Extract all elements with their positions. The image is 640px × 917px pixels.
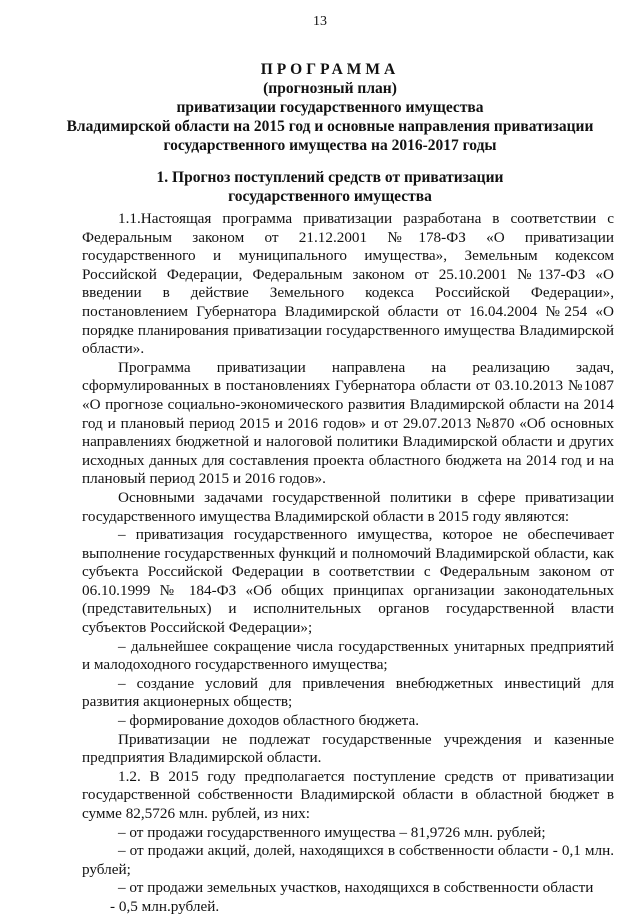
paragraph-1-2: 1.2. В 2015 году предполагается поступление средств от приватизации государственной собственности Владимирской области в областной бюджет в сумме 82,5726 млн. рублей, из них: (82, 767, 614, 822)
list-item: – от продажи государственного имущества – 81,9726 млн. рублей; (118, 823, 546, 841)
title-line-5: государственного имущества на 2016-2017 годы (163, 137, 497, 154)
list-item: – приватизация государственного имущества, которое не обеспечивает выполнение государственных функций и полномочий Владимирской области, как субъекта Российской Федерации в соответствии с Федеральным законом от 06.10.1999 № 184-ФЗ «Об общих принципах организации законодательных (представительных) и исполнительных органов государственной власти субъектов Российской Федерации»; (82, 526, 614, 637)
paragraph-main-tasks: Основными задачами государственной политики в сфере приватизации государственного имущества Владимирской области в 2015 году являются: (82, 488, 614, 525)
section-heading-line-2: государственного имущества (228, 188, 432, 205)
document-title (60, 60, 600, 155)
document-body (82, 210, 614, 917)
list-item: – формирование доходов областного бюджета. (118, 712, 420, 730)
paragraph-exclusions: Приватизации не подлежат государственные учреждения и казенные предприятия Владимирской области. (82, 730, 614, 767)
title-line-1: ПРОГРАММА (260, 61, 400, 78)
list-item: – создание условий для привлечения внебюджетных инвестиций для развития акционерных обществ; (82, 674, 614, 711)
title-line-2: (прогнозный план) (263, 80, 397, 97)
paragraph-program-goals: Программа приватизации направлена на реализацию задач, сформулированных в постановлениях Губернатора области от 03.10.2013 №1087 «О прогнозе социально-экономического развития Владимирской области на 2014 год и плановый период 2015 и 2016 годов» и от 29.07.2013 №870 «Об основных направлениях бюджетной и налоговой политики Владимирской области и других исходных данных для составления проекта областного бюджета на 2014 год и на плановый период 2015 и 2016 годов». (82, 358, 614, 488)
title-line-4: Владимирской области на 2015 год и основные направления приватизации (66, 118, 594, 135)
title-line-3: приватизации государственного имущества (176, 99, 484, 116)
section-heading (60, 168, 600, 206)
page-number: 13 (313, 14, 327, 29)
list-item: – от продажи земельных участков, находящихся в собственности области (118, 879, 594, 897)
list-item: – дальнейшее сокращение числа государственных унитарных предприятий и малодоходного государственного имущества; (82, 637, 614, 674)
list-item: – от продажи акций, долей, находящихся в собственности области - 0,1 млн. рублей; (82, 842, 614, 878)
list-item-continuation: - 0,5 млн.рублей. (110, 897, 220, 915)
section-heading-line-1: 1. Прогноз поступлений средств от приватизации (156, 169, 504, 186)
paragraph-1-1: 1.1.Настоящая программа приватизации разработана в соответствии с Федеральным законом от 21.12.2001 №178-ФЗ «О приватизации государственного и муниципального имущества», Земельным кодексом Российской Федерации, Федеральным законом от 25.10.2001 №137-ФЗ «О введении в действие Земельного кодекса Российской Федерации», постановлением Губернатора Владимирской области от 16.04.2004 №254 «О порядке планирования приватизации государственного имущества Владимирской области». (82, 210, 614, 358)
